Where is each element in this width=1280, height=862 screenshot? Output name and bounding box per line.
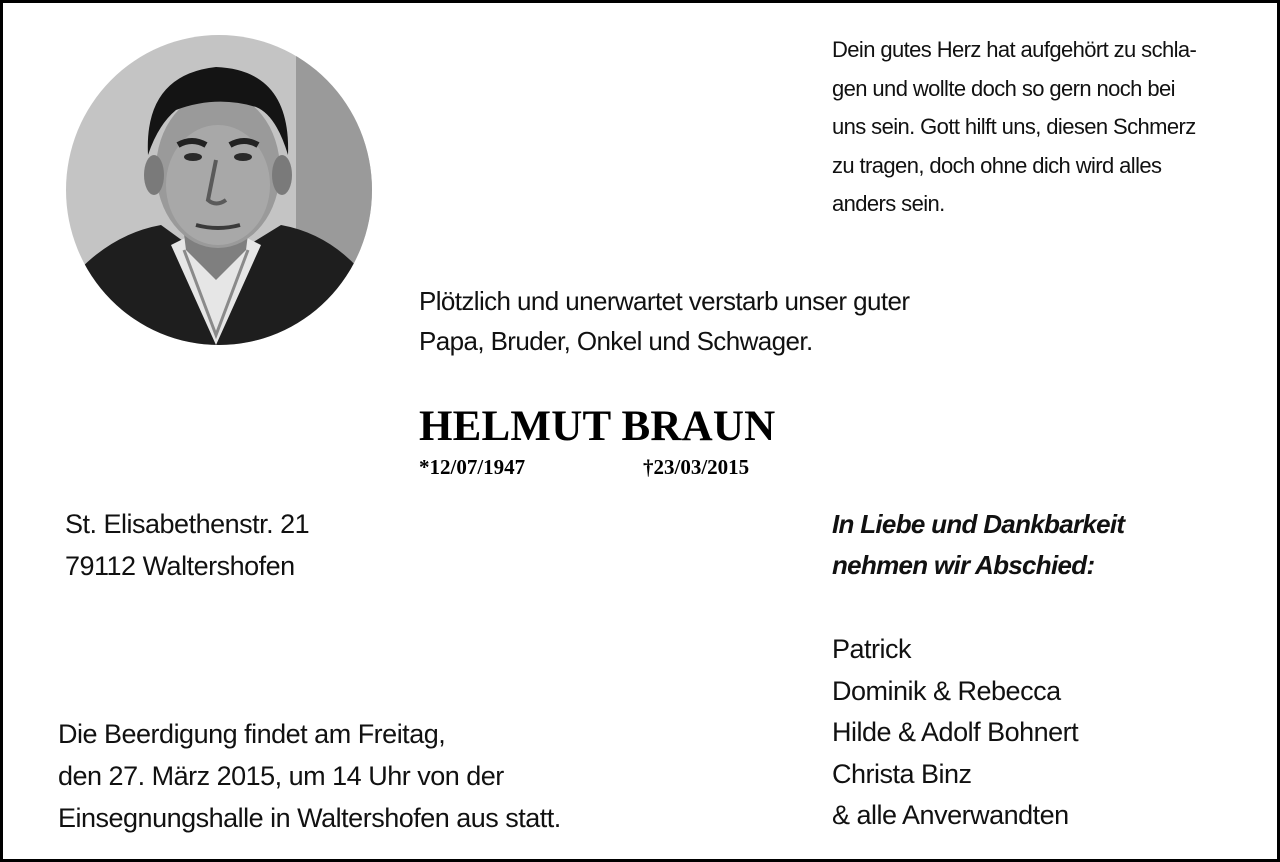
- farewell-line: In Liebe und Dankbarkeit: [832, 509, 1125, 539]
- address: [65, 503, 309, 587]
- portrait-photo: [66, 35, 372, 345]
- mourners-list: [832, 629, 1078, 837]
- intro-line: Papa, Bruder, Onkel und Schwager.: [419, 326, 813, 356]
- address-street: St. Elisabethenstr. 21: [65, 509, 310, 539]
- funeral-line: den 27. März 2015, um 14 Uhr von der: [58, 761, 504, 791]
- mourner-name: Dominik & Rebecca: [832, 675, 1061, 706]
- intro-line: Plötzlich und unerwartet verstarb unser guter: [419, 286, 910, 316]
- farewell-text: [832, 504, 1124, 586]
- poem-line: uns sein. Gott hilft uns, diesen Schmerz: [832, 114, 1196, 139]
- deceased-name: HELMUT BRAUN: [419, 403, 776, 450]
- poem-line: zu tragen, doch ohne dich wird alles: [832, 152, 1162, 178]
- poem-line: gen und wollte doch so gern noch bei: [832, 75, 1175, 101]
- intro-text: [419, 281, 909, 361]
- portrait-photo-icon: [66, 35, 372, 345]
- birth-date: *12/07/1947: [419, 455, 526, 479]
- poem-line: Dein gutes Herz hat aufgehört zu schla-: [832, 37, 1197, 62]
- funeral-line: Die Beerdigung findet am Freitag,: [58, 719, 446, 749]
- death-date: †23/03/2015: [643, 455, 750, 479]
- address-city: 79112 Waltershofen: [65, 551, 295, 581]
- mourner-name: Patrick: [832, 634, 912, 664]
- poem: [832, 31, 1262, 224]
- poem-line: anders sein.: [832, 191, 945, 216]
- mourner-name: Hilde & Adolf Bohnert: [832, 717, 1079, 747]
- funeral-line: Einsegnungshalle in Waltershofen aus statt.: [58, 803, 561, 833]
- farewell-line: nehmen wir Abschied:: [832, 550, 1095, 580]
- funeral-info: [58, 713, 561, 839]
- mourner-name: & alle Anverwandten: [832, 800, 1069, 830]
- mourner-name: Christa Binz: [832, 758, 972, 789]
